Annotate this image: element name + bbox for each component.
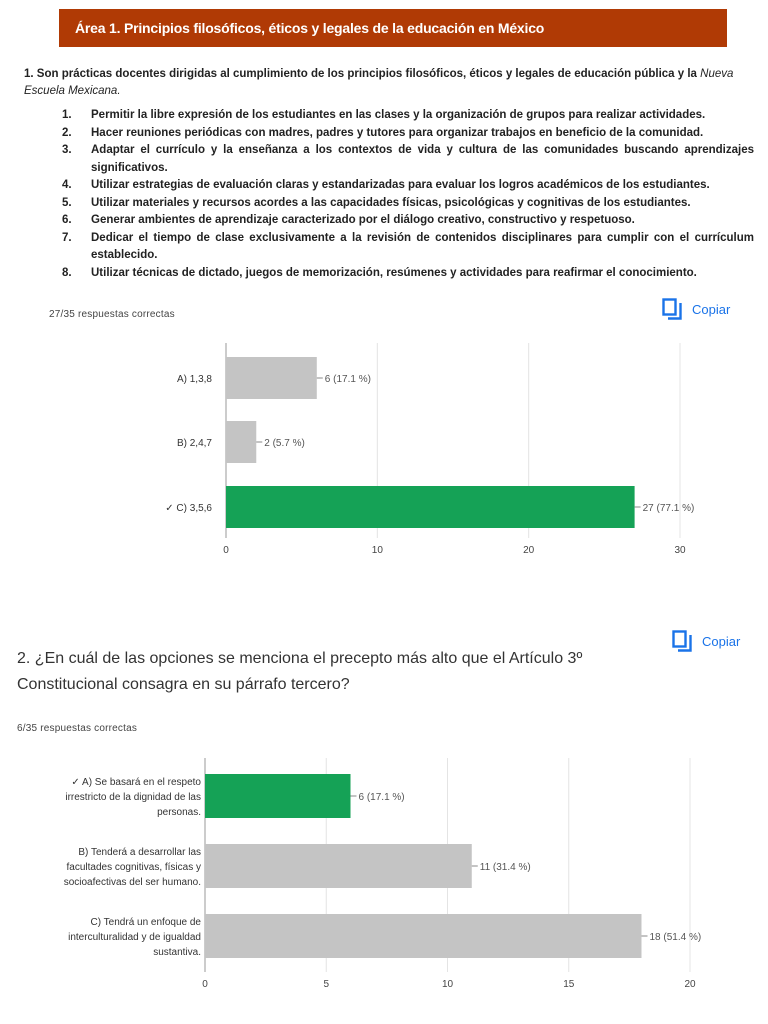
statement-number: 3. bbox=[62, 144, 72, 156]
statement-text: Generar ambientes de aprendizaje caracterizado por el diálogo creativo, constructivo y respetuoso. bbox=[91, 214, 635, 226]
section-title: Área 1. Principios filosóficos, éticos y legales de la educación en México bbox=[75, 20, 545, 36]
statement-item bbox=[62, 125, 754, 143]
category-label: irrestricto de la dignidad de las bbox=[65, 792, 201, 803]
copy-icon bbox=[672, 630, 692, 652]
data-label: 2 (5.7 %) bbox=[264, 438, 305, 449]
x-tick-label: 10 bbox=[371, 545, 383, 556]
x-tick-label: 10 bbox=[441, 979, 454, 990]
q1-copy-button[interactable] bbox=[662, 298, 730, 320]
statement-item bbox=[62, 177, 754, 195]
statement-text: Utilizar materiales y recursos acordes a las capacidades físicas, psicológicas y cognitivas de los estudiantes. bbox=[91, 196, 691, 209]
statement-number: 4. bbox=[62, 179, 72, 191]
q1-correct-summary: 27/35 respuestas correctas bbox=[49, 309, 175, 320]
bar bbox=[226, 486, 635, 528]
x-tick-label: 0 bbox=[223, 545, 229, 556]
statement-number: 7. bbox=[62, 231, 72, 244]
statement-text: Hacer reuniones periódicas con madres, padres y tutores para organizar trabajos en beneficio de la comunidad. bbox=[91, 126, 704, 139]
category-label: socioafectivas del ser humano. bbox=[63, 877, 201, 888]
data-label: 18 (51.4 %) bbox=[649, 932, 702, 943]
category-label: ✓ C) 3,5,6 bbox=[165, 503, 212, 514]
category-label: B) 2,4,7 bbox=[176, 438, 212, 449]
data-label: 27 (77.1 %) bbox=[642, 503, 695, 514]
data-label: 6 (17.1 %) bbox=[358, 792, 405, 803]
x-tick-label: 20 bbox=[523, 545, 535, 556]
question-1-statement-italic: Nueva Escuela Mexicana. bbox=[24, 68, 734, 97]
category-label: facultades cognitivas, físicas y bbox=[66, 862, 201, 873]
question-1-statement: 1. Son prácticas docentes dirigidas al cumplimiento de los principios filosóficos, éticos y legales de educación pública y la bbox=[24, 68, 697, 80]
q1-bar-chart bbox=[0, 330, 768, 580]
x-tick-label: 0 bbox=[202, 979, 208, 990]
q2-copy-button[interactable] bbox=[672, 630, 740, 652]
statement-item bbox=[62, 195, 754, 213]
data-label: 11 (31.4 %) bbox=[479, 862, 531, 873]
category-label: C) Tendrá un enfoque de bbox=[90, 917, 201, 928]
statement-text: Utilizar estrategias de evaluación claras y estandarizadas para evaluar los logros académicos de los estudiantes. bbox=[91, 179, 710, 191]
copy-icon bbox=[662, 298, 682, 320]
q2-correct-summary: 6/35 respuestas correctas bbox=[17, 723, 138, 734]
category-label: interculturalidad y de igualdad bbox=[68, 932, 201, 943]
statement-number: 1. bbox=[62, 109, 72, 121]
category-label: B) Tenderá a desarrollar las bbox=[78, 847, 201, 858]
category-label: personas. bbox=[157, 807, 201, 818]
bar bbox=[226, 421, 256, 463]
bar bbox=[205, 774, 351, 818]
statement-number: 6. bbox=[62, 214, 72, 226]
section-header bbox=[59, 9, 727, 47]
statement-text: Permitir la libre expresión de los estudiantes en las clases y la organización de grupos para realizar actividades. bbox=[91, 109, 706, 121]
statement-item bbox=[62, 142, 754, 177]
statement-list bbox=[62, 107, 754, 282]
category-label: ✓ A) Se basará en el respeto bbox=[71, 777, 201, 788]
copy-label: Copiar bbox=[702, 633, 741, 649]
category-label: A) 1,3,8 bbox=[176, 374, 212, 385]
bar bbox=[205, 844, 472, 888]
category-label: sustantiva. bbox=[153, 947, 201, 958]
bar bbox=[226, 357, 317, 399]
statement-item bbox=[62, 107, 754, 125]
q2-bar-chart bbox=[0, 750, 768, 1010]
bar bbox=[205, 914, 642, 958]
data-label: 6 (17.1 %) bbox=[324, 374, 371, 385]
question-2-title: 2. ¿En cuál de las opciones se menciona el precepto más alto que el Artículo 3º Constitucional consagra en su párrafo tercero? bbox=[17, 650, 583, 693]
statement-number: 8. bbox=[62, 266, 72, 279]
x-tick-label: 15 bbox=[563, 979, 575, 990]
statement-item bbox=[62, 212, 754, 230]
statement-text: Utilizar técnicas de dictado, juegos de memorización, resúmenes y actividades para reafirmar el conocimiento. bbox=[91, 266, 697, 279]
statement-number: 5. bbox=[62, 196, 72, 209]
x-tick-label: 30 bbox=[674, 545, 686, 556]
statement-text: Dedicar el tiempo de clase exclusivamente a la revisión de contenidos disciplinares para cumplir con el currículum establecido. bbox=[91, 231, 754, 261]
copy-label: Copiar bbox=[692, 301, 731, 317]
x-tick-label: 5 bbox=[323, 979, 330, 990]
question-1-text bbox=[24, 66, 754, 100]
x-tick-label: 20 bbox=[684, 979, 696, 990]
statement-item bbox=[62, 230, 754, 265]
statement-text: Adaptar el currículo y la enseñanza a los contextos de vida y cultura de las comunidades buscando aprendizajes significativos. bbox=[91, 144, 754, 174]
statement-number: 2. bbox=[62, 126, 72, 139]
statement-item bbox=[62, 265, 754, 283]
